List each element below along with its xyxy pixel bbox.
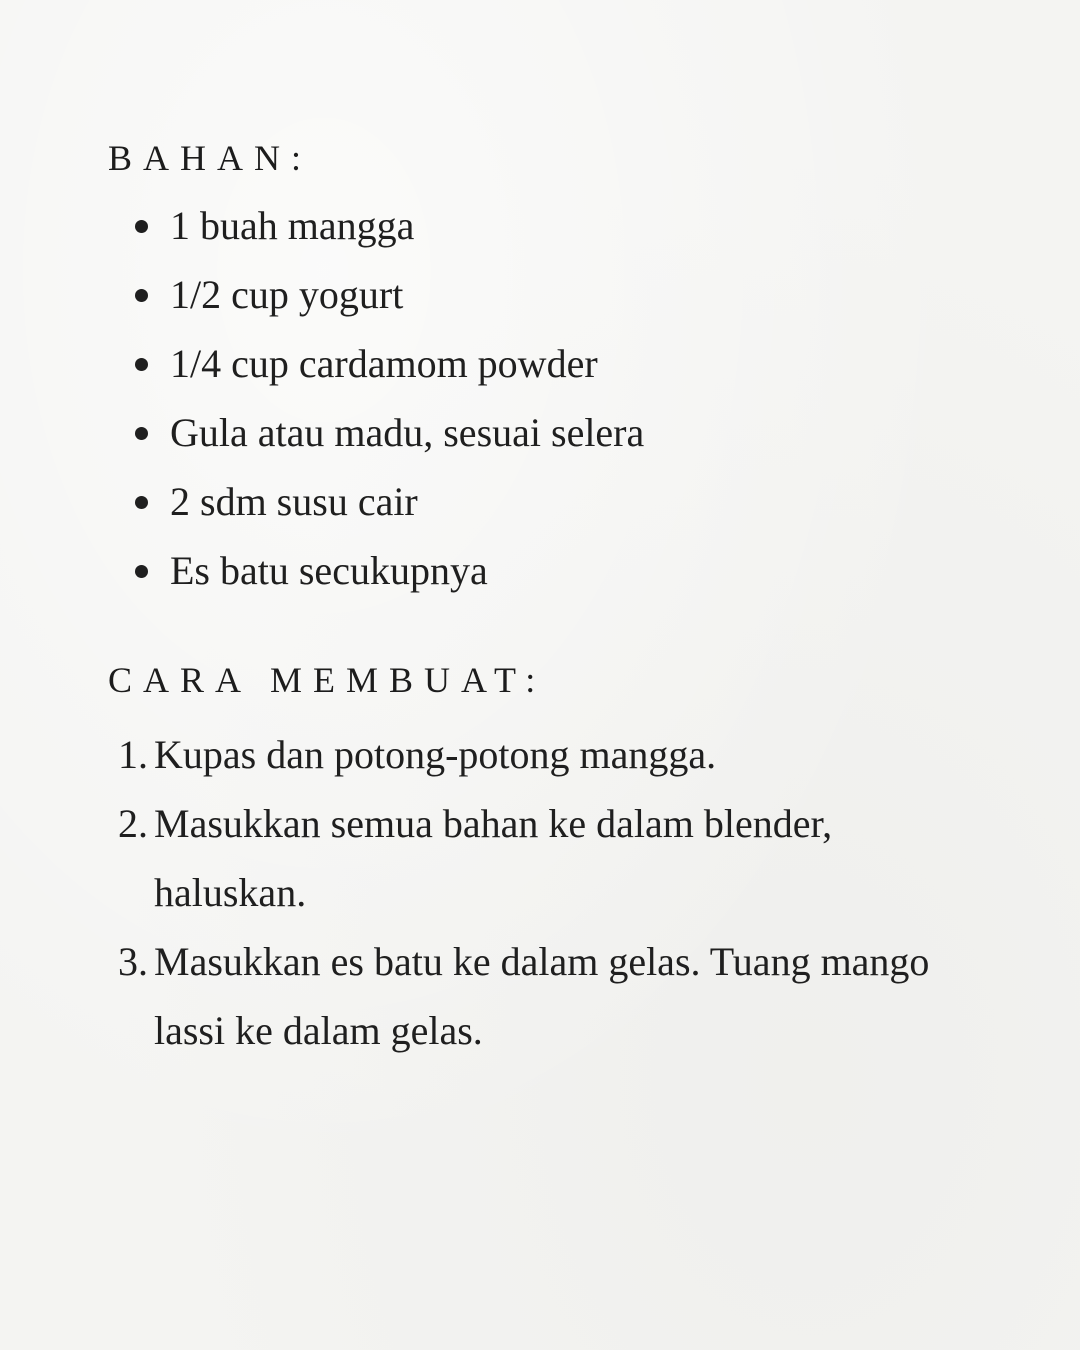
step-text: Masukkan es batu ke dalam gelas. Tuang mango lassi ke dalam gelas.: [154, 939, 930, 1053]
step-number: 3.: [118, 939, 148, 984]
method-step: [108, 927, 968, 1065]
ingredients-heading: BAHAN:: [108, 138, 313, 178]
ingredient-text: 1 buah mangga: [170, 203, 415, 248]
step-text: Kupas dan potong-potong mangga.: [154, 732, 717, 777]
step-number: 2.: [118, 801, 148, 846]
bullet-icon: [135, 289, 148, 302]
method-steps-list: [108, 720, 968, 1065]
ingredient-item: [130, 196, 1030, 265]
bullet-icon: [135, 358, 148, 371]
step-text: Masukkan semua bahan ke dalam blender, haluskan.: [154, 801, 833, 915]
ingredient-item: [130, 472, 1030, 541]
bullet-icon: [135, 565, 148, 578]
ingredient-text: 1/4 cup cardamom powder: [170, 341, 598, 386]
ingredient-item: [130, 541, 1030, 610]
ingredient-item: [130, 403, 1030, 472]
ingredient-text: 1/2 cup yogurt: [170, 272, 404, 317]
bullet-icon: [135, 427, 148, 440]
ingredient-item: [130, 334, 1030, 403]
ingredient-item: [130, 265, 1030, 334]
ingredients-list: [130, 196, 1030, 610]
method-step: [108, 720, 968, 789]
method-heading: CARA MEMBUAT:: [108, 660, 547, 700]
bullet-icon: [135, 220, 148, 233]
method-step: [108, 789, 968, 927]
step-number: 1.: [118, 732, 148, 777]
bullet-icon: [135, 496, 148, 509]
ingredient-text: 2 sdm susu cair: [170, 479, 418, 524]
ingredient-text: Gula atau madu, sesuai selera: [170, 410, 645, 455]
ingredient-text: Es batu secukupnya: [170, 548, 488, 593]
